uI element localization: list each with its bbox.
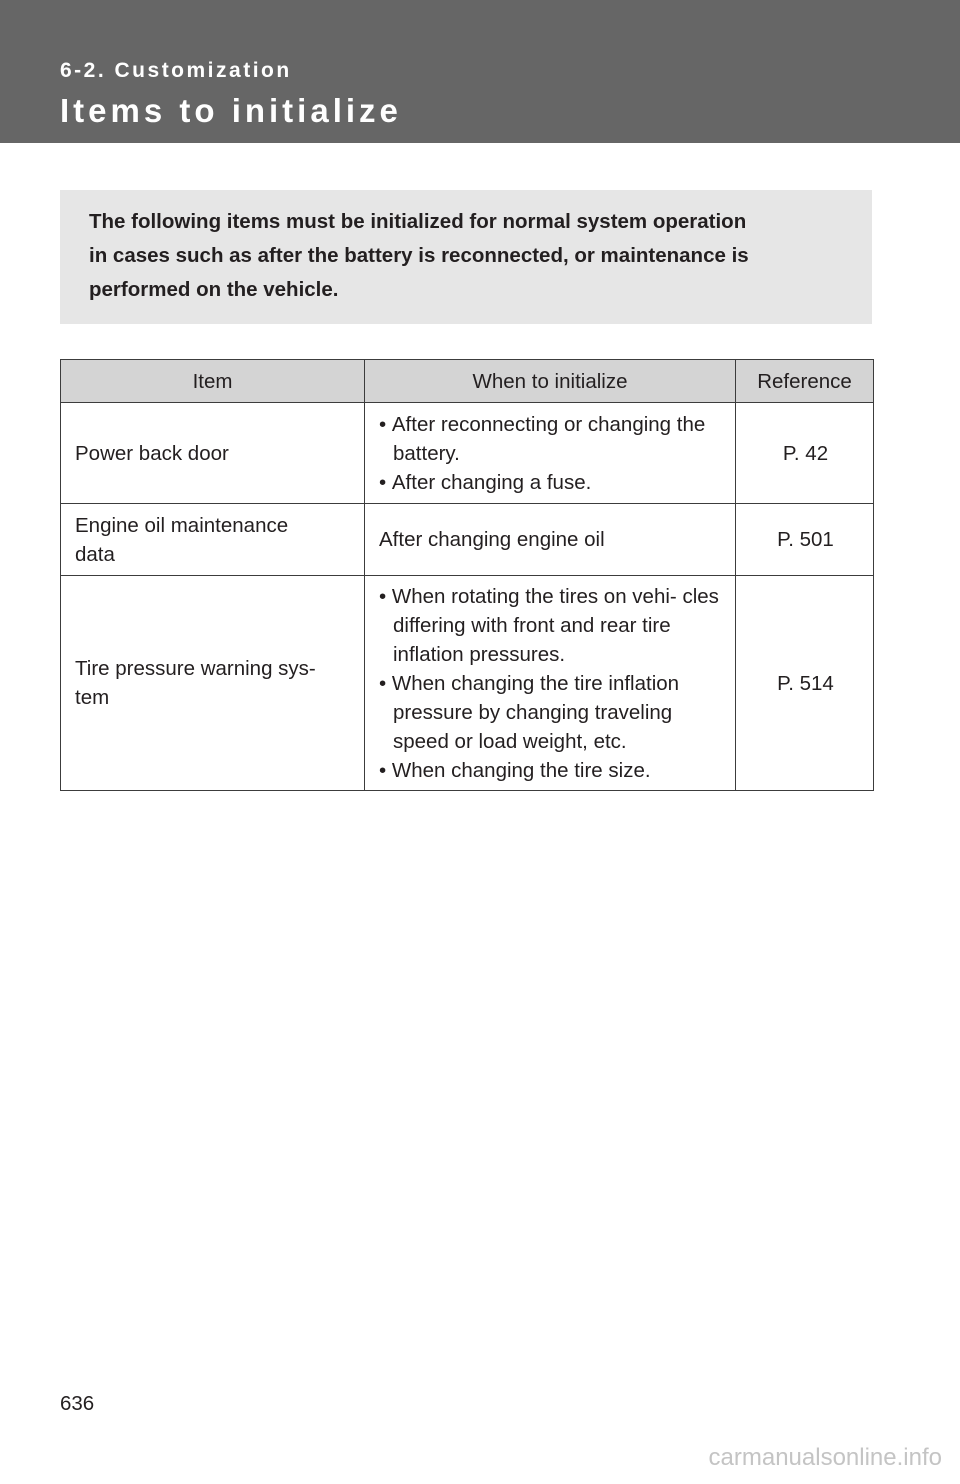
item-label: Engine oil maintenance xyxy=(75,513,289,537)
item-label: Power back door xyxy=(75,441,229,465)
when-cell xyxy=(365,403,736,504)
reference-cell xyxy=(736,403,874,504)
condition-list xyxy=(379,410,723,497)
table-row xyxy=(61,576,874,791)
intro-box xyxy=(60,190,872,324)
item-label: tem xyxy=(75,686,110,709)
intro-line: in cases such as after the battery is reconnected, or maintenance is xyxy=(89,244,749,267)
list-item: • When changing the tire inflation pressure by changing traveling speed or load weight, etc. xyxy=(379,669,723,756)
section-label: 6-2. Customization xyxy=(60,59,292,82)
intro-line: The following items must be initialized for normal system operation xyxy=(89,210,747,233)
list-item: • After reconnecting or changing the battery. xyxy=(379,410,723,468)
item-cell xyxy=(61,403,365,504)
item-label: data xyxy=(75,542,115,566)
page-reference-link[interactable]: P. 514 xyxy=(777,671,834,695)
table-row xyxy=(61,504,874,576)
item-cell xyxy=(61,504,365,576)
reference-cell xyxy=(736,504,874,576)
condition-list xyxy=(379,582,723,785)
list-item: • When rotating the tires on vehi- cles differing with front and rear tire inflation pressures. xyxy=(379,582,723,669)
when-cell xyxy=(365,504,736,576)
column-header-when: When to initialize xyxy=(365,360,736,403)
column-header-item: Item xyxy=(61,360,365,403)
page-reference-link[interactable]: P. 42 xyxy=(782,441,829,465)
initialization-table xyxy=(60,359,874,791)
table-row xyxy=(61,403,874,504)
page-reference-link[interactable]: P. 501 xyxy=(777,528,834,551)
list-item: • After changing a fuse. xyxy=(379,468,723,497)
intro-text xyxy=(89,205,844,307)
page-number: 636 xyxy=(60,1392,95,1415)
page-title: Items to initialize xyxy=(60,92,402,129)
watermark: carmanualsonline.info xyxy=(708,1444,942,1471)
item-label: Tire pressure warning sys- xyxy=(75,657,316,680)
table-header-row xyxy=(61,360,874,403)
item-cell xyxy=(61,576,365,791)
reference-cell xyxy=(736,576,874,791)
column-header-reference: Reference xyxy=(736,360,874,403)
condition-text: After changing engine oil xyxy=(379,528,605,551)
list-item: • When changing the tire size. xyxy=(379,756,723,785)
when-cell xyxy=(365,576,736,791)
intro-line: performed on the vehicle. xyxy=(89,278,339,301)
